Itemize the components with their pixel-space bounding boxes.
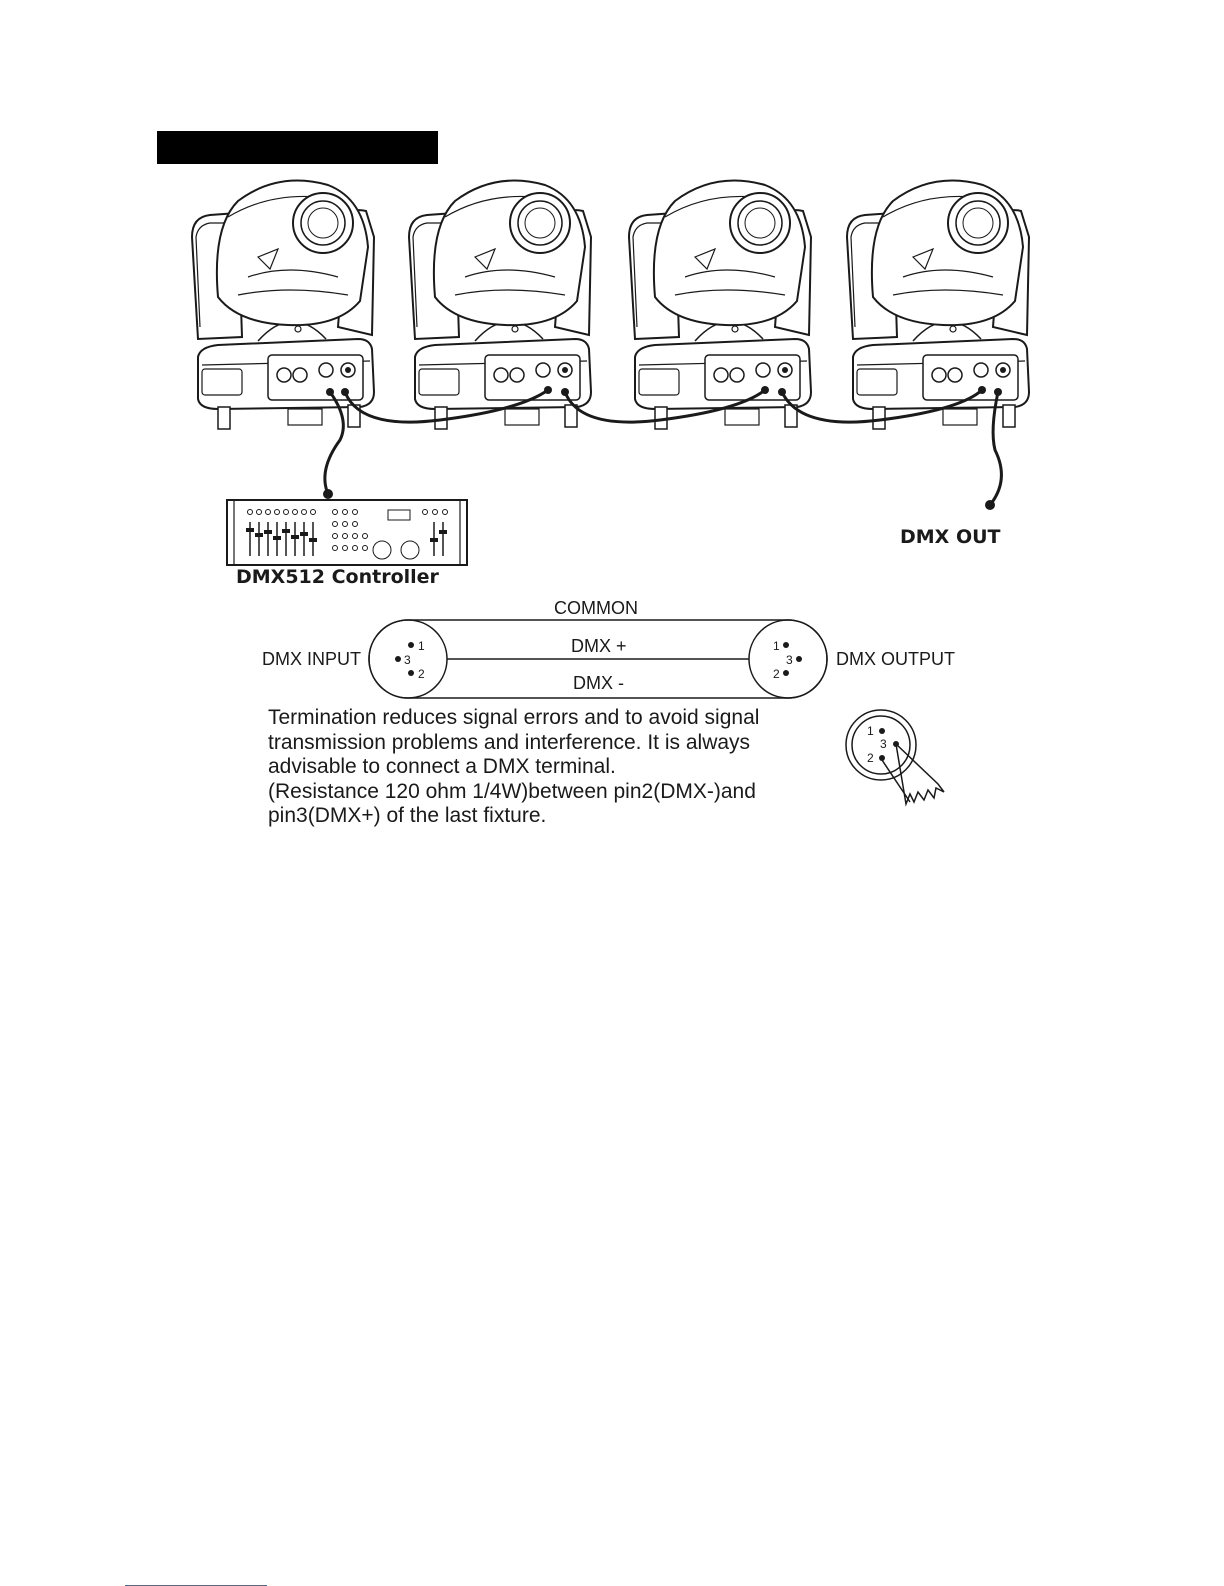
termination-line-3: advisable to connect a DMX terminal. (268, 755, 616, 779)
input-pin-2: 2 (418, 667, 425, 681)
dmx-out-cable (990, 392, 1001, 505)
termination-line-1: Termination reduces signal errors and to avoid signal (268, 706, 760, 729)
dmx-minus-label: DMX - (573, 673, 624, 693)
output-pin-1: 1 (773, 639, 780, 653)
input-pin-1: 1 (418, 639, 425, 653)
termination-line-4: (Resistance 120 ohm 1/4W)between pin2(DMX-)and (268, 779, 756, 803)
output-pin-2: 2 (773, 667, 780, 681)
input-pin-3: 3 (404, 653, 411, 667)
dmx-out-label: DMX OUT (900, 526, 1001, 548)
terminator-pin-3: 3 (880, 737, 887, 751)
terminator-pin-1: 1 (867, 724, 874, 738)
termination-note (268, 706, 848, 829)
terminator-pin-2: 2 (867, 751, 874, 765)
termination-line-2: transmission problems and interference. It is always (268, 730, 751, 754)
output-pin-3: 3 (786, 653, 793, 667)
common-label: COMMON (554, 598, 638, 618)
termination-line-5: pin3(DMX+) of the last fixture. (268, 804, 547, 828)
controller-label: DMX512 Controller (236, 566, 439, 588)
dmx-output-label: DMX OUTPUT (836, 649, 955, 669)
dmx-terminator-plug (846, 710, 944, 804)
dmx-plus-label: DMX + (571, 636, 627, 656)
dmx-input-label: DMX INPUT (262, 649, 361, 669)
dmx512-controller (227, 500, 467, 565)
